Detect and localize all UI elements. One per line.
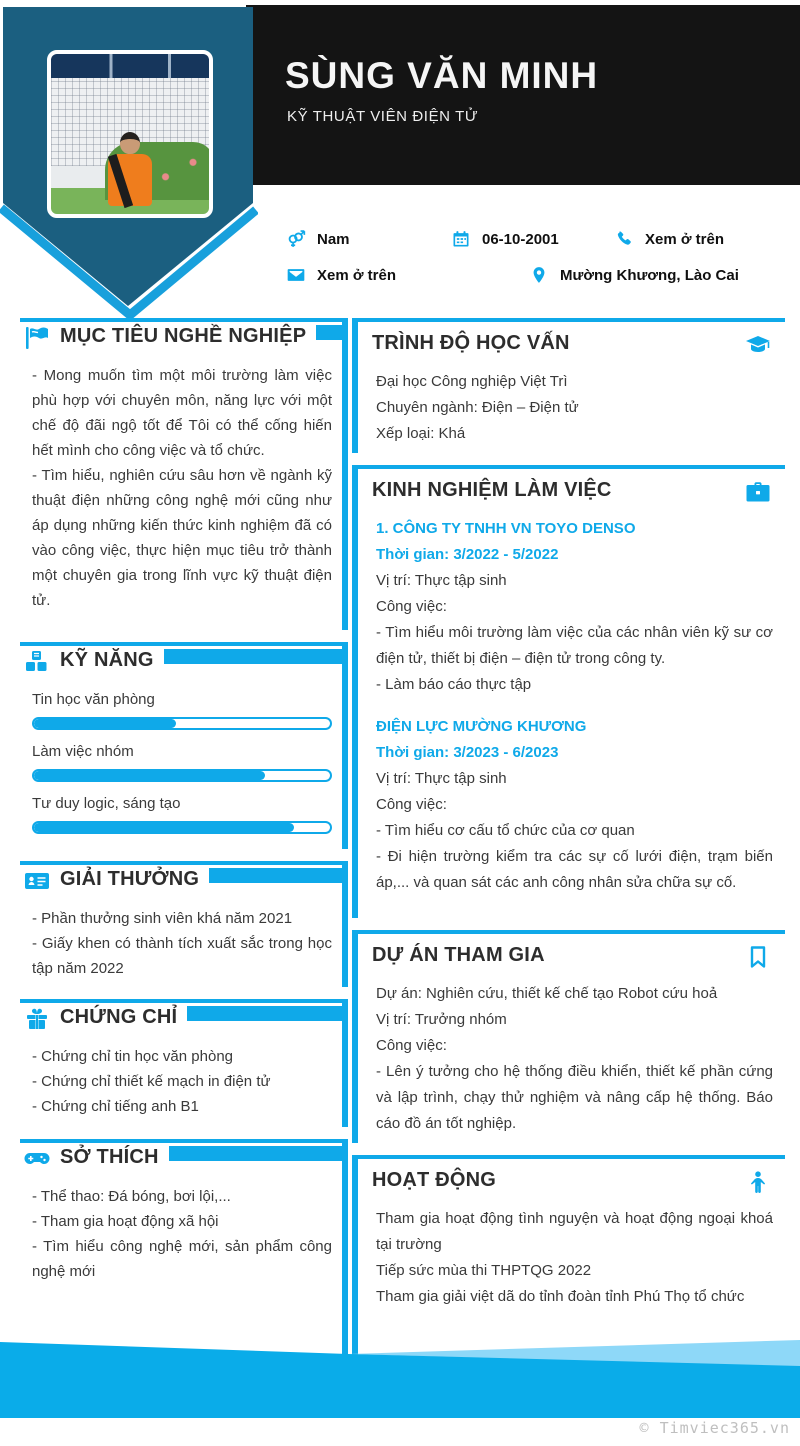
cv-body bbox=[20, 318, 785, 1412]
child-icon bbox=[745, 1169, 771, 1200]
watermark: © Timviec365.vn bbox=[639, 1419, 790, 1437]
footer-wave bbox=[0, 1334, 800, 1420]
contact-phone-value: Xem ở trên bbox=[645, 230, 725, 248]
certificate-item: - Chứng chỉ thiết kế mạch in điện tử bbox=[32, 1073, 271, 1090]
section-title: TRÌNH ĐỘ HỌC VẤN bbox=[372, 332, 570, 354]
education-line: Xếp loại: Khá bbox=[376, 425, 466, 442]
activity-line: Tiếp sức mùa thi THPTQG 2022 bbox=[376, 1262, 592, 1279]
left-column bbox=[20, 318, 348, 1379]
job-period: Thời gian: 3/2022 - 5/2022 bbox=[376, 546, 559, 563]
avatar bbox=[47, 50, 213, 218]
contact-email-value: Xem ở trên bbox=[317, 266, 397, 284]
person-role: KỸ THUẬT VIÊN ĐIỆN TỬ bbox=[287, 108, 479, 125]
hobby-item: - Tham gia hoạt động xã hội bbox=[32, 1213, 219, 1230]
header-panel bbox=[246, 5, 800, 185]
gift-icon bbox=[24, 1006, 54, 1032]
job-line: Công việc: bbox=[376, 796, 447, 813]
skill-label: Tư duy logic, sáng tạo bbox=[32, 795, 181, 812]
contact-dob-value: 06-10-2001 bbox=[482, 230, 559, 248]
section-title: HOẠT ĐỘNG bbox=[372, 1169, 497, 1191]
title-accent-bar bbox=[187, 1006, 342, 1021]
section-title: KINH NGHIỆM LÀM VIỆC bbox=[372, 479, 612, 501]
skill-bar-fill bbox=[34, 771, 265, 780]
skill-item bbox=[32, 739, 332, 782]
contact-address bbox=[528, 265, 739, 285]
job-company: 1. CÔNG TY TNHH VN TOYO DENSO bbox=[376, 520, 636, 537]
contact-gender-value: Nam bbox=[317, 230, 350, 248]
section-education bbox=[352, 318, 785, 453]
right-column bbox=[352, 318, 785, 1412]
section-title: SỞ THÍCH bbox=[60, 1146, 159, 1168]
job-line: Vị trí: Thực tập sinh bbox=[376, 770, 507, 787]
experience-job bbox=[376, 516, 773, 698]
section-projects bbox=[352, 930, 785, 1143]
section-experience bbox=[352, 465, 785, 918]
section-title: GIẢI THƯỞNG bbox=[60, 868, 200, 890]
education-line: Chuyên ngành: Điện – Điện tử bbox=[376, 399, 579, 416]
job-line: - Đi hiện trường kiểm tra các sự cố lưới điện, trạm biến áp,... và quan sát các anh công nhân sửa chữa sự cố. bbox=[376, 848, 773, 891]
location-pin-icon bbox=[528, 265, 550, 285]
skill-bar-fill bbox=[34, 719, 176, 728]
section-objective bbox=[20, 318, 348, 630]
bookmark-icon bbox=[745, 944, 771, 975]
cubes-icon bbox=[24, 649, 54, 675]
section-title: KỸ NĂNG bbox=[60, 649, 154, 671]
section-title: MỤC TIÊU NGHỀ NGHIỆP bbox=[60, 325, 307, 347]
project-line: Công việc: bbox=[376, 1037, 447, 1054]
education-line: Đại học Công nghiệp Việt Trì bbox=[376, 373, 568, 390]
project-line: Vị trí: Trưởng nhóm bbox=[376, 1011, 507, 1028]
title-accent-bar bbox=[169, 1146, 342, 1161]
job-company: ĐIỆN LỰC MƯỜNG KHƯƠNG bbox=[376, 718, 587, 735]
briefcase-icon bbox=[745, 479, 771, 510]
section-awards bbox=[20, 861, 348, 987]
job-line: - Tìm hiểu cơ cấu tổ chức của cơ quan bbox=[376, 822, 635, 839]
envelope-icon bbox=[285, 265, 307, 285]
job-line: - Làm báo cáo thực tập bbox=[376, 676, 532, 693]
job-line: Công việc: bbox=[376, 598, 447, 615]
skill-label: Tin học văn phòng bbox=[32, 691, 155, 708]
id-card-icon bbox=[24, 868, 54, 894]
photo-background-band bbox=[51, 54, 209, 78]
calendar-icon bbox=[450, 229, 472, 249]
gender-icon bbox=[285, 229, 307, 249]
project-line: Dự án: Nghiên cứu, thiết kế chế tạo Robot cứu hoả bbox=[376, 985, 718, 1002]
activity-line: Tham gia giải việt dã do tỉnh đoàn tỉnh Phú Thọ tổ chức bbox=[376, 1288, 745, 1305]
contact-address-value: Mường Khương, Lào Cai bbox=[560, 266, 739, 284]
job-line: Vị trí: Thực tập sinh bbox=[376, 572, 507, 589]
objective-paragraph: - Mong muốn tìm một môi trường làm việc phù hợp với chuyên môn, năng lực với một chế độ đãi ngộ tốt để Tôi có thể cống hiến hết mình cho công việc và tổ chức. bbox=[32, 367, 332, 459]
job-period: Thời gian: 3/2023 - 6/2023 bbox=[376, 744, 559, 761]
hobby-item: - Thể thao: Đá bóng, bơi lội,... bbox=[32, 1188, 231, 1205]
section-hobbies bbox=[20, 1139, 348, 1367]
contact-phone bbox=[613, 229, 724, 249]
section-skills bbox=[20, 642, 348, 849]
certificate-item: - Chứng chỉ tin học văn phòng bbox=[32, 1048, 233, 1065]
certificate-item: - Chứng chỉ tiếng anh B1 bbox=[32, 1098, 199, 1115]
person-name: SÙNG VĂN MINH bbox=[285, 55, 599, 96]
experience-job bbox=[376, 714, 773, 896]
job-line: - Tìm hiểu môi trường làm việc của các nhân viên kỹ sư cơ điện tử, thiết bị điện – điện tử trong công ty. bbox=[376, 624, 773, 667]
award-item: - Phần thưởng sinh viên khá năm 2021 bbox=[32, 910, 293, 927]
objective-paragraph: - Tìm hiểu, nghiên cứu sâu hơn về ngành kỹ thuật điện những công nghệ mới cũng như áp dụng những kiến thức kinh nghiệm đã có vào công việc, thực hiện mục tiêu trở thành một chuyên gia trong lĩnh vực kỹ thuật điện tử. bbox=[32, 467, 332, 609]
skill-item bbox=[32, 791, 332, 834]
photo-person bbox=[102, 132, 158, 206]
title-accent-bar bbox=[316, 325, 342, 340]
graduation-cap-icon bbox=[745, 332, 771, 363]
activity-line: Tham gia hoạt động tình nguyện và hoạt động ngoại khoá tại trường bbox=[376, 1210, 773, 1253]
section-certificates bbox=[20, 999, 348, 1127]
phone-icon bbox=[613, 229, 635, 249]
section-title: DỰ ÁN THAM GIA bbox=[372, 944, 545, 966]
title-accent-bar bbox=[164, 649, 342, 664]
skill-bar bbox=[32, 769, 332, 782]
skill-bar-fill bbox=[34, 823, 294, 832]
skill-label: Làm việc nhóm bbox=[32, 743, 134, 760]
skill-bar bbox=[32, 717, 332, 730]
title-accent-bar bbox=[209, 868, 342, 883]
hobby-item: - Tìm hiểu công nghệ mới, sản phẩm công nghệ mới bbox=[32, 1238, 332, 1280]
contact-gender bbox=[285, 229, 350, 249]
project-line: - Lên ý tưởng cho hệ thống điều khiển, thiết kế phần cứng và lập trình, chạy thử nghiệm và nâng cấp hệ thống. Báo cáo đồ án tốt nghiệp. bbox=[376, 1063, 773, 1132]
skill-item bbox=[32, 687, 332, 730]
contact-dob bbox=[450, 229, 559, 249]
section-title: CHỨNG CHỈ bbox=[60, 1006, 178, 1028]
gamepad-icon bbox=[24, 1146, 54, 1172]
skill-bar bbox=[32, 821, 332, 834]
flag-icon bbox=[24, 325, 54, 351]
award-item: - Giấy khen có thành tích xuất sắc trong học tập năm 2022 bbox=[32, 935, 332, 977]
contact-email bbox=[285, 265, 396, 285]
